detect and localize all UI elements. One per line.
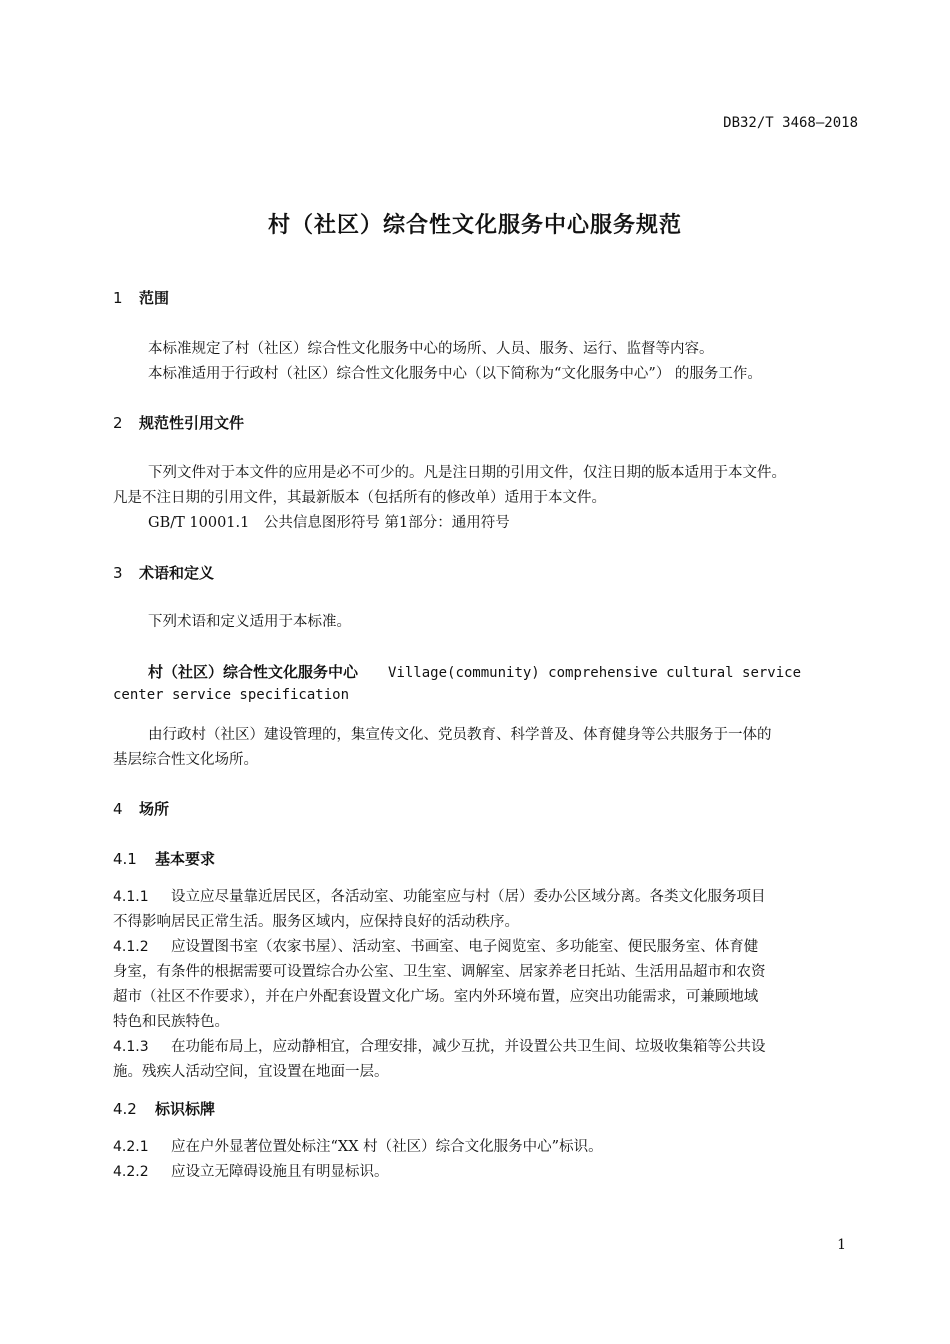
subsection-number: 4.1: [113, 850, 137, 868]
normative-reference: GB/T 10001.1 公共信息图形符号 第1部分：通用符号: [148, 515, 510, 531]
paragraph: 本标准适用于行政村（社区）综合性文化服务中心（以下简称为“文化服务中心”） 的服务工作。: [148, 366, 762, 382]
section-title: 范围: [139, 289, 170, 307]
paragraph: 本标准规定了村（社区）综合性文化服务中心的场所、人员、服务、运行、监督等内容。: [148, 341, 714, 357]
term-entry: [148, 661, 801, 682]
section-title: 规范性引用文件: [139, 414, 245, 432]
clause-number: 4.2.1: [113, 1139, 149, 1155]
term-chinese: 村（社区）综合性文化服务中心: [148, 663, 359, 681]
clause-text: 设立应尽量靠近居民区，各活动室、功能室应与村（居）委办公区域分离。各类文化服务项目: [171, 889, 766, 905]
term-english-continued: center service specification: [113, 687, 350, 703]
section-title: 场所: [139, 800, 170, 818]
subsection-4-1-heading: [113, 848, 215, 869]
clause-number: 4.1.2: [113, 939, 149, 955]
paragraph-line: 凡是不注日期的引用文件，其最新版本（包括所有的修改单）适用于本文件。: [113, 490, 606, 506]
section-3-heading: [113, 562, 214, 583]
clause-number: 4.2.2: [113, 1164, 149, 1180]
clause-text-line: 不得影响居民正常生活。服务区域内，应保持良好的活动秩序。: [113, 914, 519, 930]
section-4-heading: [113, 798, 169, 819]
clause-4-1-3: [113, 1035, 766, 1056]
definition-line: 基层综合性文化场所。: [113, 752, 258, 768]
section-title: 术语和定义: [139, 564, 215, 582]
clause-4-2-2: [113, 1160, 389, 1181]
clause-4-1-2: [113, 935, 758, 956]
subsection-title: 标识标牌: [155, 1100, 216, 1118]
subsection-4-2-heading: [113, 1098, 215, 1119]
subsection-title: 基本要求: [155, 850, 216, 868]
clause-4-1-1: [113, 885, 766, 906]
document-code: DB32/T 3468—2018: [723, 115, 858, 131]
clause-number: 4.1.3: [113, 1039, 149, 1055]
clause-text: 应在户外显著位置处标注“XX 村（社区）综合文化服务中心”标识。: [171, 1139, 603, 1155]
term-english: Village(community) comprehensive cultural service: [388, 665, 802, 681]
clause-text-line: 超市（社区不作要求），并在户外配套设置文化广场。室内外环境布置，应突出功能需求，可兼顾地域: [113, 989, 759, 1005]
clause-text: 在功能布局上，应动静相宜，合理安排，减少互扰，并设置公共卫生间、垃圾收集箱等公共设: [171, 1039, 766, 1055]
clause-4-2-1: [113, 1135, 603, 1156]
clause-text: 应设立无障碍设施且有明显标识。: [171, 1164, 389, 1180]
paragraph-line: 下列文件对于本文件的应用是必不可少的。凡是注日期的引用文件，仅注日期的版本适用于本文件。: [148, 465, 786, 481]
clause-text-line: 施。残疾人活动空间，宜设置在地面一层。: [113, 1064, 389, 1080]
clause-text: 应设置图书室（农家书屋）、活动室、书画室、电子阅览室、多功能室、便民服务室、体育健: [171, 939, 759, 955]
section-2-heading: [113, 412, 244, 433]
clause-number: 4.1.1: [113, 889, 149, 905]
section-number: 1: [113, 289, 123, 307]
section-number: 3: [113, 564, 123, 582]
section-number: 2: [113, 414, 123, 432]
section-number: 4: [113, 800, 123, 818]
paragraph: 下列术语和定义适用于本标准。: [148, 614, 351, 630]
page-number: 1: [837, 1237, 846, 1253]
clause-text-line: 身室，有条件的根据需要可设置综合办公室、卫生室、调解室、居家养老日托站、生活用品超市和农资: [113, 964, 766, 980]
section-1-heading: [113, 287, 169, 308]
subsection-number: 4.2: [113, 1100, 137, 1118]
definition-line: 由行政村（社区）建设管理的，集宣传文化、党员教育、科学普及、体育健身等公共服务于一体的: [148, 727, 772, 743]
clause-text-line: 特色和民族特色。: [113, 1014, 229, 1030]
document-title: 村（社区）综合性文化服务中心服务规范: [267, 213, 682, 238]
